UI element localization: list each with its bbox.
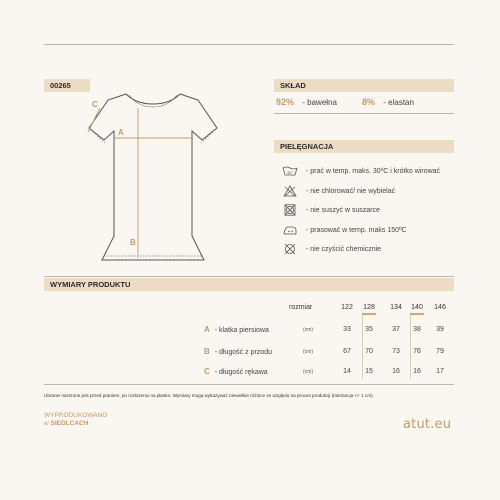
composition-material: - bawełna: [302, 98, 337, 107]
size-header: 146: [434, 304, 446, 311]
measurement-row-label: [204, 347, 272, 356]
top-divider: [44, 44, 454, 45]
care-text: - prać w temp. maks. 30ºC i krótko wirować: [306, 167, 441, 175]
diagram-letter-b: B: [130, 238, 136, 247]
measurement-name: - klatka piersiowa: [214, 327, 269, 334]
size-column-label: rozmiar: [289, 304, 313, 311]
brand-logo: atut.eu: [403, 417, 452, 432]
measurement-row-label: [204, 367, 268, 376]
no-tumble-dry-icon: [282, 204, 298, 216]
composition-percent: 92%: [276, 97, 295, 107]
care-text: - prasować w temp. maks 150ºC: [306, 226, 407, 234]
care-text: - nie suszyć w suszarce: [306, 206, 380, 214]
measurement-value: 37: [392, 326, 400, 333]
measurement-value: 14: [343, 368, 351, 375]
measurement-value: 16: [392, 368, 400, 375]
made-in: [44, 412, 107, 428]
measurement-note: Ubranie mierzone jest przed praniem, po rozłożeniu na płasko. Wymiary mogą wykazywać niewielkie różnice ze względu na proces produkcji (tolerancja +/- 1 cm).: [44, 393, 374, 398]
care-item: [282, 242, 482, 256]
care-item: [282, 203, 482, 217]
measurement-value: 39: [436, 326, 444, 333]
measurement-unit: (cm): [303, 369, 313, 375]
measurement-letter: A: [204, 325, 210, 334]
composition-divider: [274, 113, 454, 114]
measure-line-c: [88, 108, 100, 132]
diagram-letter-a: A: [118, 128, 124, 137]
iron-150-icon: [282, 224, 298, 236]
size-highlight-marker: [362, 313, 376, 315]
measurement-name: - długość z przodu: [214, 349, 272, 356]
no-bleach-icon: [282, 185, 298, 197]
made-in-line1: WYPRODUKOWANO: [44, 412, 108, 419]
dress-diagram: [80, 86, 240, 272]
measurements-title: WYMIARY PRODUKTU: [44, 278, 454, 291]
measurement-value: 33: [343, 326, 351, 333]
made-in-line2: w SIEDLCACH: [44, 420, 89, 427]
measurement-value: 35: [365, 326, 373, 333]
diagram-letter-c: C: [92, 100, 98, 109]
composition-item: [276, 97, 337, 107]
care-text: - nie chlorować/ nie wybielać: [306, 187, 396, 195]
measurements-bottom-divider: [44, 384, 454, 385]
measurement-unit: (cm): [303, 349, 313, 355]
care-title: PIELĘGNACJA: [274, 140, 454, 153]
size-header: 122: [341, 304, 353, 311]
measurement-value: 70: [365, 348, 373, 355]
measurement-value: 76: [413, 348, 421, 355]
care-list: [282, 164, 462, 264]
size-header: 140: [411, 304, 423, 311]
measurement-name: - długość rękawa: [214, 369, 268, 376]
composition-material: - elastan: [383, 98, 414, 107]
measurement-value: 38: [413, 326, 421, 333]
product-code: 00265: [50, 81, 71, 90]
care-text: - nie czyścić chemicznie: [306, 245, 382, 253]
composition-item: [362, 97, 414, 107]
composition-title: SKŁAD: [274, 79, 454, 92]
measurement-value: 79: [436, 348, 444, 355]
measurement-letter: C: [204, 367, 210, 376]
measurement-value: 73: [392, 348, 400, 355]
care-item: [282, 223, 482, 237]
size-highlight-marker: [410, 313, 424, 315]
dress-outline: [89, 94, 217, 260]
care-item: [282, 164, 482, 178]
size-header: 134: [390, 304, 402, 311]
no-dry-clean-icon: [282, 243, 298, 255]
measurement-value: 16: [413, 368, 421, 375]
svg-text:30°: 30°: [286, 170, 294, 175]
measurement-row-label: [204, 325, 269, 334]
composition-percent: 8%: [362, 97, 376, 107]
care-item: [282, 184, 482, 198]
measurement-value: 17: [436, 368, 444, 375]
measurement-unit: (cm): [303, 327, 313, 333]
measurement-value: 67: [343, 348, 351, 355]
measurements-top-divider: [44, 276, 454, 277]
measurement-value: 15: [365, 368, 373, 375]
measurement-letter: B: [204, 347, 210, 356]
size-header: 128: [363, 304, 375, 311]
wash-30-icon: [282, 165, 298, 177]
